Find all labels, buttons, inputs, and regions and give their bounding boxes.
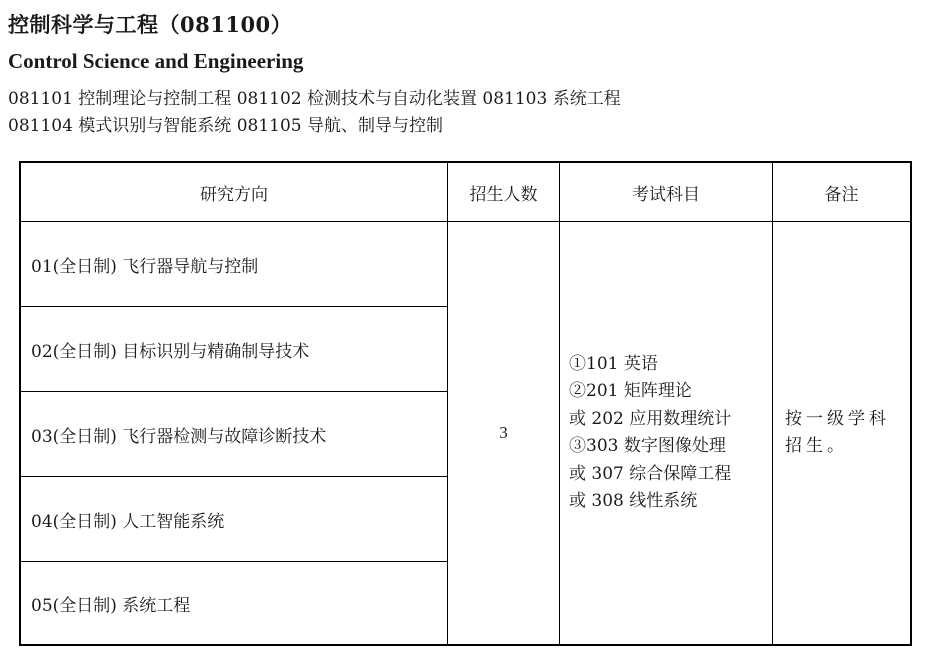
remarks-text: 按一级学科招生。 bbox=[785, 409, 890, 456]
exam-subject-line: ②201 矩阵理论 bbox=[569, 381, 692, 401]
specializations-line-2: 081104 模式识别与智能系统 081105 导航、制导与控制 bbox=[8, 116, 444, 136]
research-direction-row: 04(全日制) 人工智能系统 bbox=[21, 477, 448, 562]
specializations-line-1: 081101 控制理论与控制工程 081102 检测技术与自动化装置 081103 系统工程 bbox=[8, 89, 621, 109]
exam-subject-line: ①101 英语 bbox=[569, 353, 658, 374]
admissions-table bbox=[19, 161, 912, 646]
header-enrollment-quota: 招生人数 bbox=[448, 163, 560, 222]
exam-subject-line: ③303 数字图像处理 bbox=[569, 436, 726, 456]
header-research-direction: 研究方向 bbox=[21, 163, 448, 222]
page-subtitle: Control Science and Engineering bbox=[8, 49, 304, 73]
exam-subject-line: 或 202 应用数理统计 bbox=[569, 408, 732, 429]
exam-subject-line: 或 308 线性系统 bbox=[569, 491, 698, 511]
exam-subjects-cell bbox=[560, 222, 773, 644]
research-direction-row: 05(全日制) 系统工程 bbox=[21, 562, 448, 644]
enrollment-quota-value: 3 bbox=[448, 222, 560, 644]
research-direction-row: 03(全日制) 飞行器检测与故障诊断技术 bbox=[21, 392, 448, 477]
exam-subject-line: 或 307 综合保障工程 bbox=[569, 463, 732, 484]
page-title: 控制科学与工程（081100） bbox=[8, 12, 293, 37]
research-direction-row: 01(全日制) 飞行器导航与控制 bbox=[21, 222, 448, 307]
research-direction-row: 02(全日制) 目标识别与精确制导技术 bbox=[21, 307, 448, 392]
header-exam-subjects: 考试科目 bbox=[560, 163, 773, 222]
remarks-cell bbox=[773, 222, 910, 644]
header-remarks: 备注 bbox=[773, 163, 910, 222]
